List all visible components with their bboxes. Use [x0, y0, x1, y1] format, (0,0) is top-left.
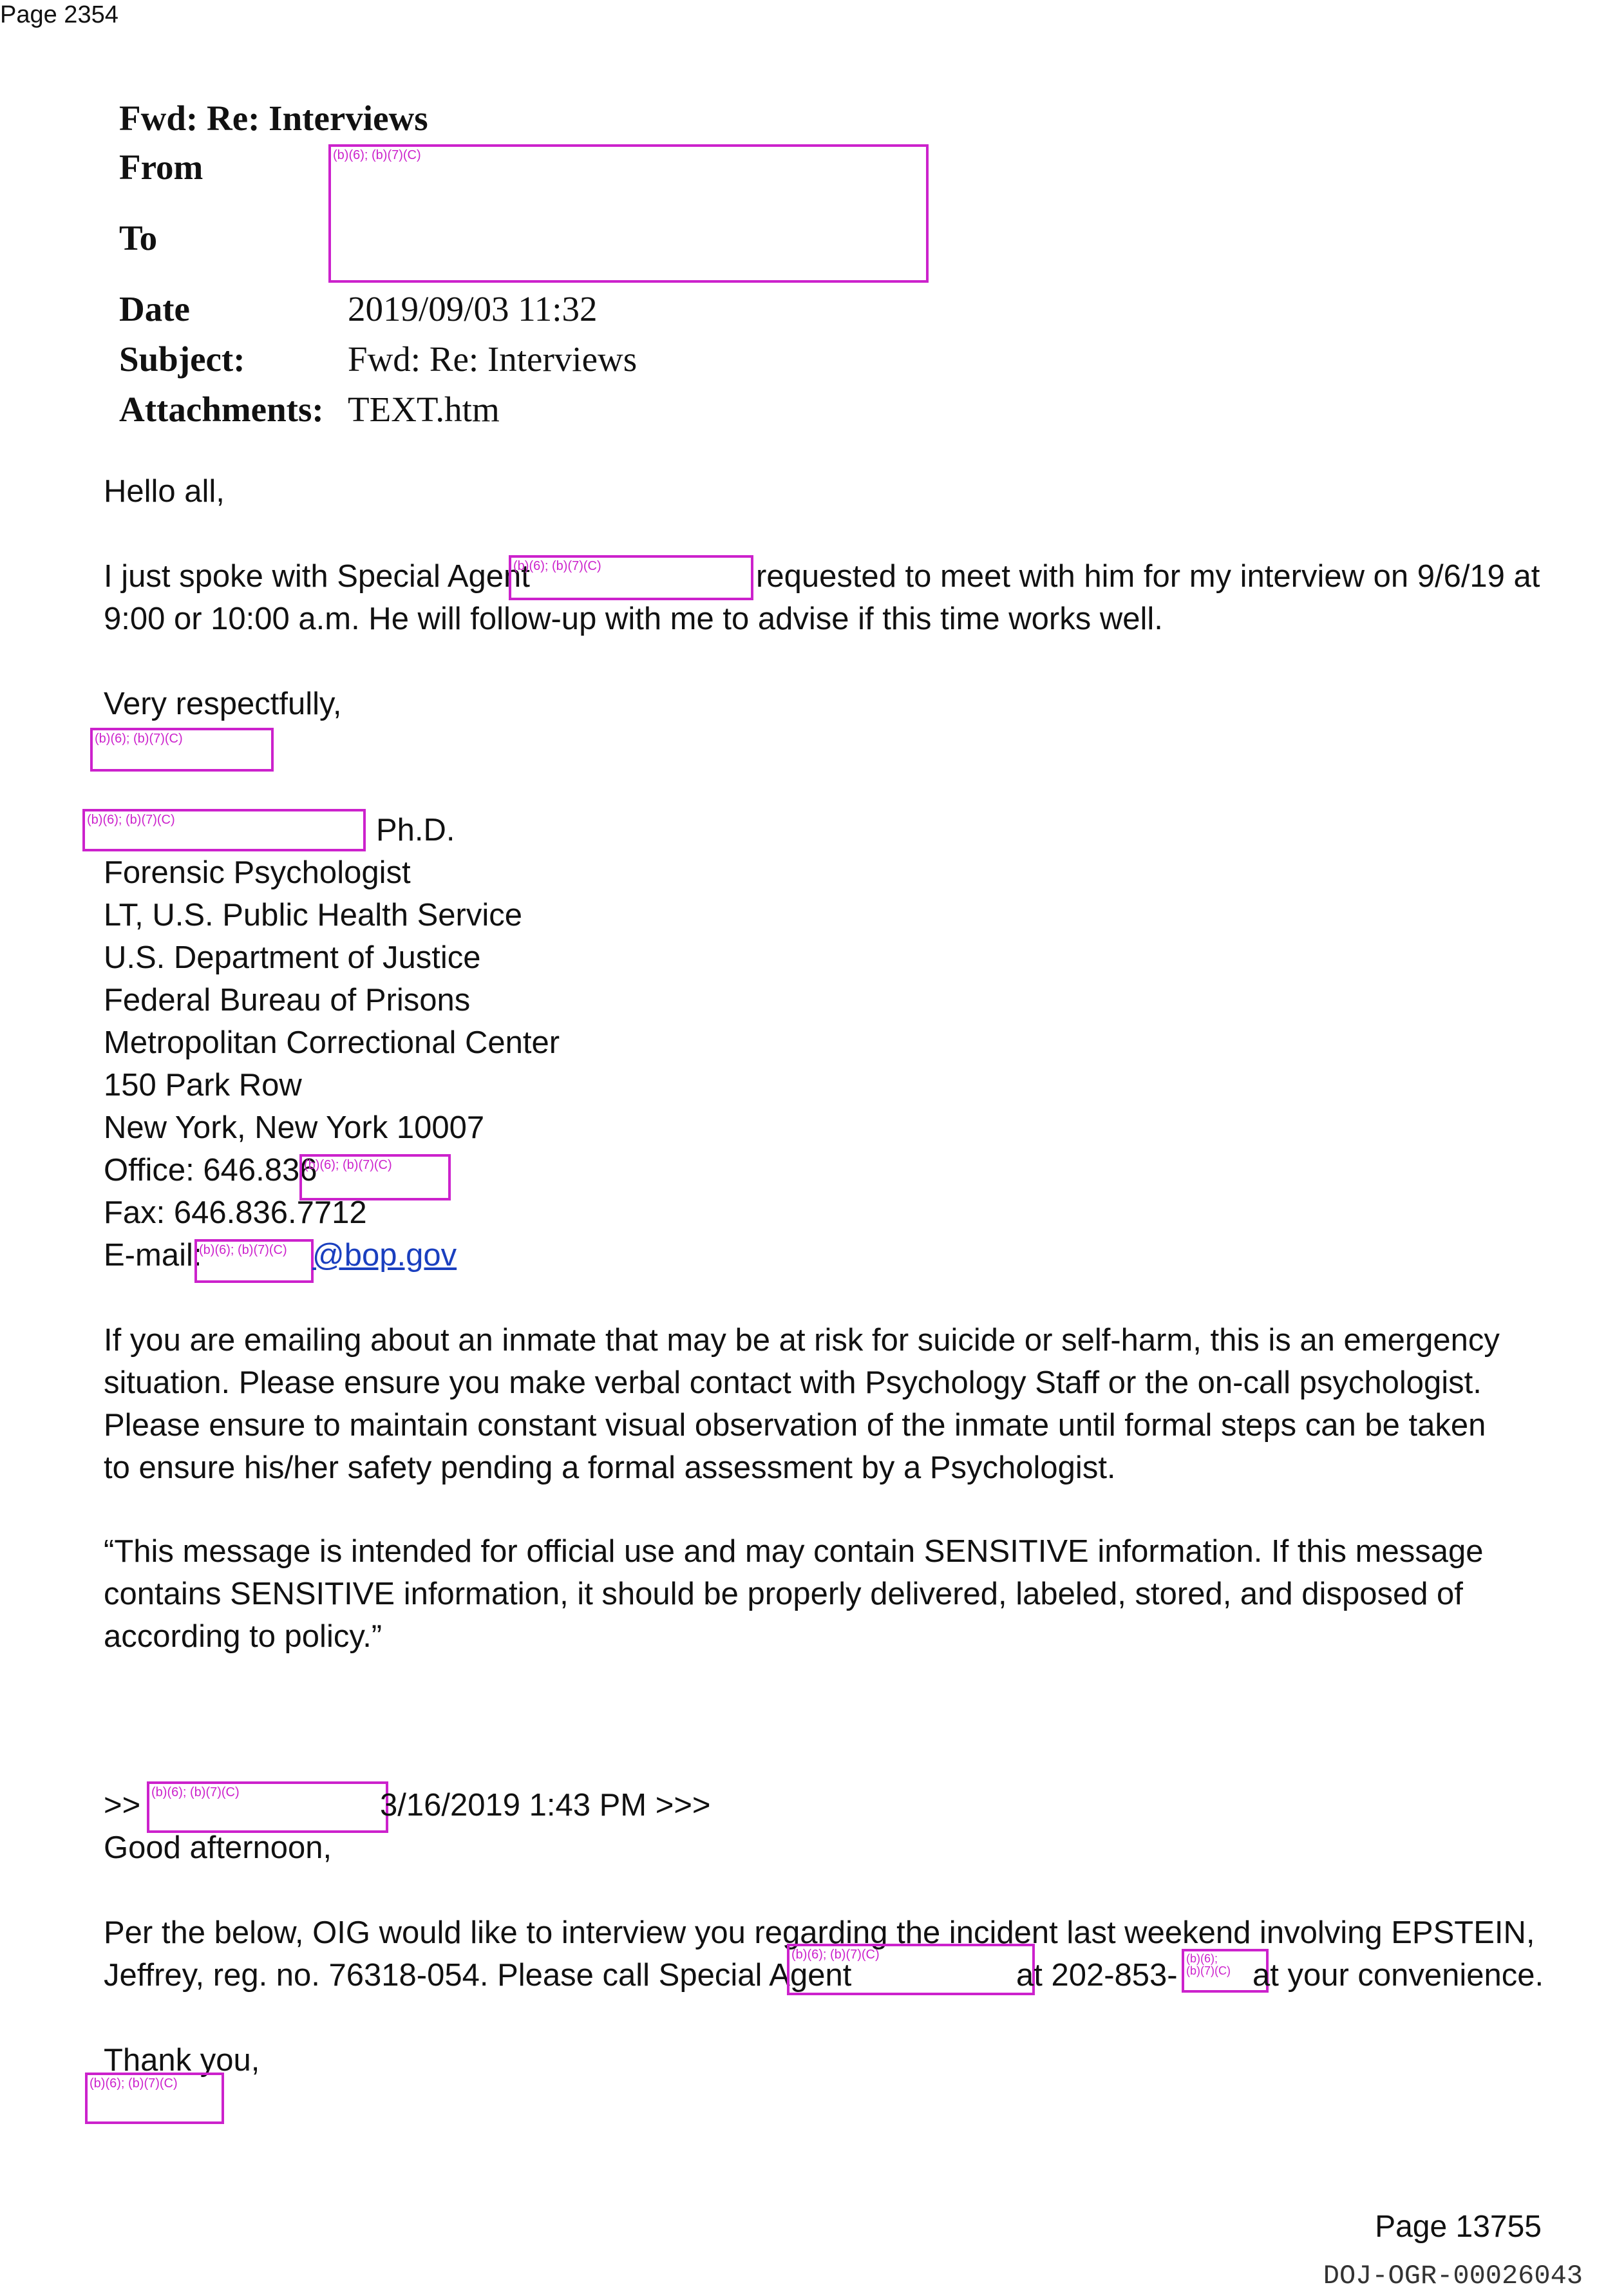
paragraph-1-end: requested to meet with him for my interview on 9/6/19 at [756, 559, 1540, 594]
signature-line: Metropolitan Correctional Center [104, 1025, 560, 1060]
signature-line: U.S. Department of Justice [104, 940, 481, 975]
subject-value: Fwd: Re: Interviews [348, 339, 638, 379]
interview-request-line2-start: Jeffrey, reg. no. 76318-054. Please call Special Agent [104, 1958, 852, 1993]
to-label: To [119, 218, 158, 258]
signature-degree: Ph.D. [376, 813, 455, 848]
redaction-code: (b)(6); (b)(7)(C) [333, 148, 421, 162]
redaction-box-phone-extension: (b)(6); (b)(7)(C) [1182, 1949, 1269, 1993]
email-title: Fwd: Re: Interviews [119, 99, 428, 138]
paragraph-1-start: I just spoke with Special Agent [104, 559, 530, 594]
greeting: Hello all, [104, 474, 225, 509]
redaction-box-signature-name: (b)(6); (b)(7)(C) [82, 809, 366, 851]
forward-timestamp: 3/16/2019 1:43 PM >>> [380, 1788, 711, 1823]
interview-request-phone: at 202-853- [1016, 1958, 1178, 1993]
signature-line: Federal Bureau of Prisons [104, 983, 471, 1018]
redaction-box-signature-1: (b)(6); (b)(7)(C) [90, 728, 274, 772]
redaction-box-office-phone: (b)(6); (b)(7)(C) [299, 1154, 451, 1200]
signature-line: Forensic Psychologist [104, 855, 411, 890]
redaction-box-forward-sender: (b)(6); (b)(7)(C) [147, 1781, 388, 1833]
bates-number: DOJ-OGR-00026043 [1323, 2261, 1583, 2291]
email-label: E-mail: [104, 1238, 202, 1273]
office-phone: Office: 646.836 [104, 1153, 317, 1188]
paragraph-1-line2: 9:00 or 10:00 a.m. He will follow-up with me to advise if this time works well. [104, 602, 1163, 636]
thanks: Thank you, [104, 2043, 260, 2078]
forward-greeting: Good afternoon, [104, 1830, 332, 1865]
signature-line: New York, New York 10007 [104, 1110, 485, 1145]
redaction-box-signature-2: (b)(6); (b)(7)(C) [85, 2073, 224, 2124]
sensitive-notice: “This message is intended for official use and may contain SENSITIVE information. If this message contains SENSITIVE information, it should be properly delivered, labeled, stored, and disposed of according to policy.” [104, 1534, 1484, 1654]
closing: Very respectfully, [104, 687, 342, 721]
interview-request-line1: Per the below, OIG would like to interview you regarding the incident last weekend involving EPSTEIN, [104, 1915, 1535, 1950]
interview-request-line2-end: at your convenience. [1252, 1958, 1544, 1993]
fax-number: Fax: 646.836.7712 [104, 1195, 367, 1230]
redaction-box-agent-1: (b)(6); (b)(7)(C) [509, 555, 753, 600]
redaction-box-agent-2: (b)(6); (b)(7)(C) [787, 1944, 1035, 1995]
redaction-box-email: (b)(6); (b)(7)(C) [194, 1239, 314, 1283]
page-number-bottom: Page 13755 [1375, 2210, 1542, 2244]
emergency-notice: If you are emailing about an inmate that may be at risk for suicide or self-harm, this is an emergency situation. Please ensure you make verbal contact with Psychology Staff or the on-call psychologist. Please ensure to maintain constant visual observation of the inmate until formal steps can be taken to ensure his/her safety pending a formal assessment by a Psychologist. [104, 1323, 1500, 1485]
subject-label: Subject: [119, 339, 245, 379]
forward-marker: >> [104, 1788, 141, 1823]
date-label: Date [119, 289, 190, 328]
signature-line: LT, U.S. Public Health Service [104, 898, 522, 933]
date-value: 2019/09/03 11:32 [348, 289, 598, 328]
email-address-link[interactable]: @bop.gov [312, 1238, 457, 1273]
attachments-value: TEXT.htm [348, 390, 500, 429]
page-number-top: Page 2354 [0, 1, 118, 28]
attachments-label: Attachments: [119, 390, 324, 429]
redaction-box-from-to [328, 144, 929, 283]
signature-line: 150 Park Row [104, 1068, 302, 1103]
from-label: From [119, 147, 203, 187]
